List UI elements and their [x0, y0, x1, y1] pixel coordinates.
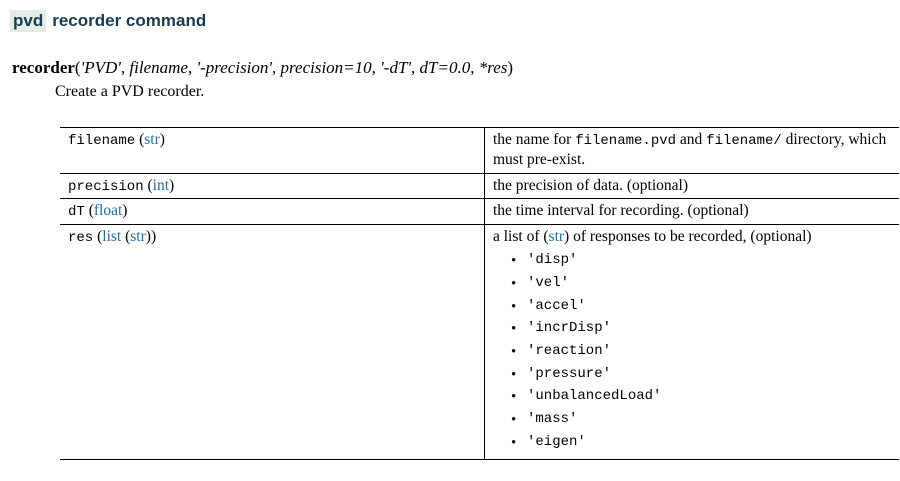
desc-text-pre: the name for	[493, 131, 576, 148]
signature-arg-0: 'PVD'	[80, 58, 121, 77]
parameter-type-close-paren: )	[159, 131, 165, 148]
desc-type: str	[548, 227, 565, 245]
parameter-type: int	[152, 176, 170, 194]
table-row	[60, 128, 899, 174]
signature-arg-2: '-precision'	[196, 58, 273, 77]
signature-arg-5: dT=0.0	[419, 58, 471, 77]
page-title-rest: recorder command	[52, 11, 207, 30]
parameter-name: res	[68, 229, 94, 246]
desc-text-post: directory, which must pre-exist.	[493, 131, 887, 169]
page-title	[10, 10, 206, 32]
parameters-table	[60, 127, 899, 460]
description-cell-res	[485, 224, 900, 460]
list-item: • 'mass'	[527, 408, 893, 431]
desc-type-close-paren: )	[564, 227, 570, 245]
function-description: Create a PVD recorder.	[55, 83, 205, 100]
list-item: • 'pressure'	[527, 363, 893, 386]
list-item: • 'disp'	[527, 249, 893, 272]
cell-spacer	[68, 247, 478, 255]
function-signature	[12, 58, 513, 78]
signature-separator-2: ,	[272, 58, 281, 77]
table-row	[60, 224, 899, 460]
parameter-type-open-paren: (	[97, 227, 103, 245]
signature-close-paren: )	[507, 58, 514, 77]
desc-text-post: of responses to be recorded, (optional)	[569, 227, 812, 245]
signature-arg-3: precision=10	[280, 58, 372, 77]
signature-arg-4: '-dT'	[380, 58, 412, 77]
desc-text-pre: a list of	[493, 227, 544, 245]
list-item: • 'accel'	[527, 295, 893, 318]
signature-separator-4: ,	[411, 58, 420, 77]
list-item: • 'eigen'	[527, 431, 893, 454]
table-row	[60, 199, 899, 224]
signature-separator-5: ,	[470, 58, 479, 77]
parameter-type-close-paren: )	[122, 202, 128, 220]
response-list	[493, 249, 893, 453]
signature-arg-1: filename	[129, 58, 188, 77]
parameter-type-open-paren: (	[139, 131, 145, 148]
list-item: • 'unbalancedLoad'	[527, 385, 893, 408]
parameter-type-inner-open-paren: (	[125, 227, 131, 245]
signature-arg-6: *res	[478, 58, 508, 77]
signature-separator-3: ,	[371, 58, 381, 77]
parameter-cell-precision	[60, 173, 485, 198]
parameter-type-close-paren: )	[150, 227, 157, 245]
parameter-type: list	[102, 227, 122, 245]
parameter-cell-res	[60, 224, 485, 460]
description-cell-precision: the precision of data. (optional)	[485, 173, 900, 198]
list-item: • 'reaction'	[527, 340, 893, 363]
desc-text-mid: and	[676, 131, 707, 148]
signature-separator-0: ,	[120, 58, 130, 77]
parameter-type-inner-close-paren: )	[145, 227, 151, 245]
desc-type-open-paren: (	[543, 227, 549, 245]
desc-code-filename-dir: filename/	[706, 133, 782, 149]
parameter-type-close-paren: )	[169, 176, 175, 194]
parameter-type-open-paren: (	[147, 176, 153, 194]
parameter-type: str	[144, 131, 160, 148]
table-row	[60, 173, 899, 198]
parameter-name: precision	[68, 178, 144, 195]
parameter-cell-filename	[60, 128, 485, 174]
parameter-cell-dt	[60, 199, 485, 224]
parameter-type: float	[93, 202, 123, 220]
function-name: recorder	[12, 58, 75, 77]
parameter-name: dT	[68, 204, 85, 221]
parameter-type-inner: str	[130, 227, 146, 245]
page-title-keyword: pvd	[10, 10, 46, 32]
list-item: • 'vel'	[527, 272, 893, 295]
signature-open-paren: (	[74, 58, 81, 77]
parameter-name: filename	[68, 133, 136, 149]
description-cell-filename	[485, 128, 900, 174]
list-item: • 'incrDisp'	[527, 317, 893, 340]
desc-code-filename-pvd: filename.pvd	[575, 133, 677, 149]
signature-separator-1: ,	[187, 58, 197, 77]
description-cell-dt: the time interval for recording. (optional)	[485, 199, 900, 224]
parameter-type-open-paren: (	[88, 202, 94, 220]
parameters-table-wrapper	[60, 127, 887, 460]
